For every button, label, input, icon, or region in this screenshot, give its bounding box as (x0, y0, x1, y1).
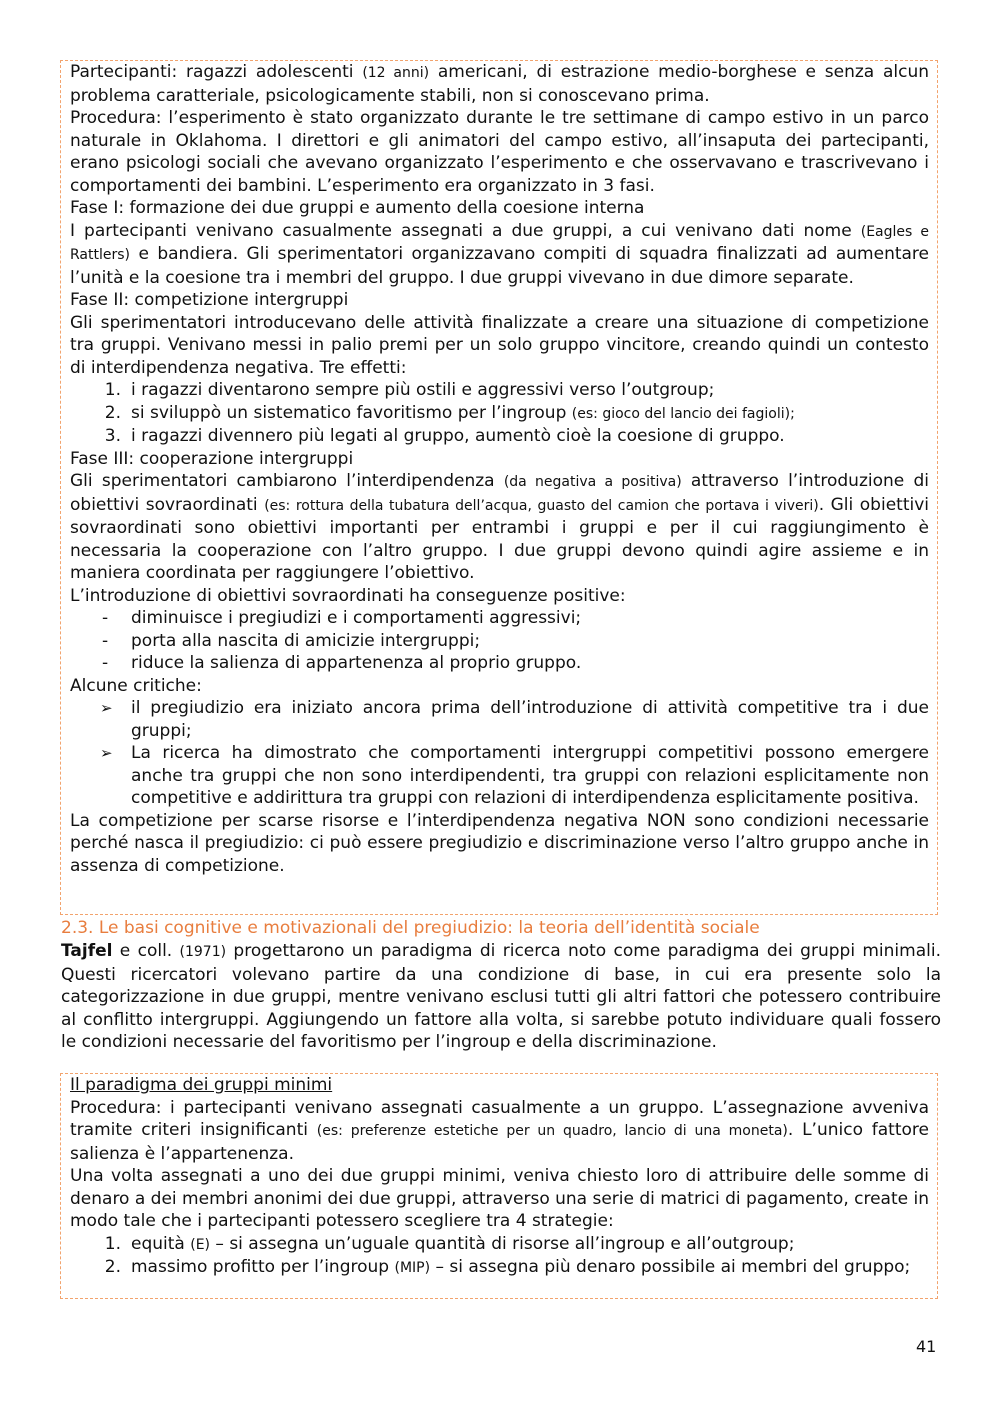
example-note: (es: gioco del lancio dei fagioli); (571, 405, 795, 422)
list-item-text (131, 402, 929, 426)
list-number: 3. (104, 426, 121, 446)
list-item-text (131, 425, 929, 448)
dash-bullet: - (102, 630, 109, 651)
example-note: (es: preferenze estetiche per un quadro, lancio di una moneta) (316, 1123, 788, 1139)
consequences-intro: L’introduzione di obiettivi sovraordinati ha conseguenze positive: (70, 585, 626, 606)
text: i ragazzi divennero più legati al gruppo, aumentò cioè la coesione di gruppo. (131, 426, 785, 446)
list-item-text (131, 1233, 929, 1257)
list-item (70, 652, 929, 675)
text: attraverso l’introduzione di obiettivi sovraordinati (70, 471, 929, 515)
matrices-paragraph: Una volta assegnati a uno dei due gruppi minimi, veniva chiesto loro di attribuire delle somme di denaro a dei membri anonimi dei due gruppi, attraverso una serie di matrici di pagamento, create in modo tale che i partecipanti potessero scegliere tra 4 strategie: (70, 1166, 929, 1231)
list-number: 1. (104, 380, 121, 400)
arrow-bullet-icon: ➢ (100, 699, 113, 717)
text: I partecipanti venivano casualmente assegnati a due gruppi, a cui venivano dati nome (70, 220, 861, 241)
list-item (70, 379, 929, 402)
note: (da negativa a positiva) (503, 474, 682, 490)
strategies-list (70, 1233, 929, 1280)
text: . Gli obiettivi sovraordinati sono obiettivi importanti per entrambi i gruppi e per il cui raggiungimento è necessaria la cooperazione con l’altro gruppo. I due gruppi devono quindi agire assieme e in maniera coordinata per raggiungere l’obiettivo. (70, 494, 929, 583)
text: Procedura: i partecipanti venivano assegnati casualmente a un gruppo. L’assegnazione avveniva tramite criteri insignificanti (70, 1097, 929, 1140)
procedure-paragraph: Procedura: l’esperimento è stato organizzato durante le tre settimane di campo estivo in un parco naturale in Oklahoma. I direttori e gli animatori del campo estivo, all’insaputa dei partecipanti, erano psicologi sociali che avevano organizzato l’esperimento e che osservavano e trascrivevano i comportamenti dei bambini. L’esperimento era organizzato in 3 fasi. (70, 108, 929, 196)
list-item (70, 425, 929, 448)
list-item-text (131, 1256, 929, 1280)
abbr-note: (MIP) (394, 1260, 431, 1276)
list-number: 2. (104, 1257, 121, 1277)
critiques-list (70, 697, 929, 810)
text: progettarono un paradigma di ricerca noto come paradigma dei gruppi minimali. Questi ricercatori volevano partire da una condizione di base, in cui era presente solo la categorizzazione in due gruppi, mentre venivano esclusi tutti gli altri fattori che potessero contribuire al conflitto intergruppi. Aggiungendo un fattore alla volta, si sarebbe potuto individuare quali fossero le condizioni necessarie del favoritismo per l’ingroup e della discriminazione. (61, 941, 941, 1052)
list-item-text: porta alla nascita di amicizie intergruppi; (131, 630, 481, 651)
critiques-title: Alcune critiche: (70, 675, 202, 696)
list-item (70, 1233, 929, 1257)
phase2-title: Fase II: competizione intergruppi (70, 290, 349, 310)
list-item (70, 607, 929, 630)
text: – si assegna più denaro possibile ai membri del gruppo; (430, 1257, 911, 1277)
phase3-title: Fase III: cooperazione intergruppi (70, 448, 354, 469)
year-note: (1971) (179, 944, 227, 960)
text: i ragazzi diventarono sempre più ostili e aggressivi verso l’outgroup; (131, 380, 715, 400)
conclusion-paragraph: La competizione per scarse risorse e l’interdipendenza negativa NON sono condizioni necessarie perché nasca il pregiudizio: ci può essere pregiudizio e discriminazione verso l’altro gruppo anche in assenza di competizione. (70, 810, 929, 876)
list-item-text: il pregiudizio era iniziato ancora prima dell’introduzione di attività competitive tra i due gruppi; (131, 698, 929, 741)
list-number: 1. (104, 1233, 121, 1254)
box-title: Il paradigma dei gruppi minimi (70, 1075, 333, 1095)
section-body (61, 940, 941, 1054)
effects-list (70, 379, 929, 448)
phase1-title: Fase I: formazione dei due gruppi e aumento della coesione interna (70, 198, 645, 218)
text: americani, di estrazione medio-borghese e senza alcun problema caratteriale, psicologicamente stabili, non si conoscevano prima. (70, 62, 930, 106)
text: Gli sperimentatori cambiarono l’interdipendenza (70, 471, 504, 491)
dash-bullet: - (102, 653, 109, 673)
phase3-paragraph (70, 470, 929, 585)
list-number: 2. (104, 402, 121, 423)
text: e coll. (112, 941, 180, 961)
list-item-text: diminuisce i pregiudizi e i comportamenti aggressivi; (131, 608, 582, 628)
phase1-paragraph (70, 220, 929, 290)
experiment-box (60, 60, 938, 915)
list-item-text (131, 379, 929, 402)
text: massimo profitto per l’ingroup (131, 1257, 395, 1277)
tajfel-paragraph (61, 940, 941, 1054)
text: si sviluppò un sistematico favoritismo per l’ingroup (131, 402, 572, 423)
example-note: (es: rottura della tubatura dell’acqua, guasto del camion che portava i viveri) (264, 497, 819, 514)
group-names-note: (Eagles e Rattlers) (70, 223, 929, 263)
list-item-text: riduce la salienza di appartenenza al proprio gruppo. (131, 653, 582, 673)
consequences-list (70, 607, 929, 675)
list-item (70, 630, 929, 653)
list-item (70, 1256, 929, 1280)
list-item (70, 402, 929, 426)
phase2-paragraph: Gli sperimentatori introducevano delle attività finalizzate a creare una situazione di competizione tra gruppi. Venivano messi in palio premi per un solo gruppo vincitore, creando quindi un contesto di interdipendenza negativa. Tre effetti: (70, 312, 929, 378)
text: equità (131, 1233, 191, 1254)
abbr-note: (E) (190, 1236, 211, 1253)
list-item (70, 697, 929, 742)
procedure-paragraph (70, 1097, 929, 1166)
list-item (70, 742, 929, 810)
page-number: 41 (916, 1337, 937, 1356)
list-item-text: La ricerca ha dimostrato che comportamenti intergruppi competitivi possono emergere anche tra gruppi che non sono interdipendenti, tra gruppi con relazioni esplicitamente non competitive e addirittura tra gruppi con relazioni di interdipendenza esplicitamente positiva. (131, 743, 929, 808)
text: . L’unico fattore salienza è l’appartenenza. (70, 1120, 929, 1164)
text: – si assegna un’uguale quantità di risorse all’ingroup e all’outgroup; (210, 1233, 795, 1254)
text: Partecipanti: ragazzi adolescenti (70, 62, 363, 82)
author-name: Tajfel (61, 941, 113, 961)
section-heading: 2.3. Le basi cognitive e motivazionali del pregiudizio: la teoria dell’identità sociale (61, 918, 760, 938)
arrow-bullet-icon: ➢ (100, 744, 113, 762)
dash-bullet: - (102, 608, 109, 628)
participants-paragraph (70, 61, 929, 107)
minimal-groups-box (60, 1073, 938, 1299)
age-note: (12 anni) (362, 65, 430, 81)
text: e bandiera. Gli sperimentatori organizzavano compiti di squadra finalizzati ad aumentare l’unità e la coesione tra i membri del gruppo. I due gruppi vivevano in due dimore separate. (70, 244, 929, 288)
